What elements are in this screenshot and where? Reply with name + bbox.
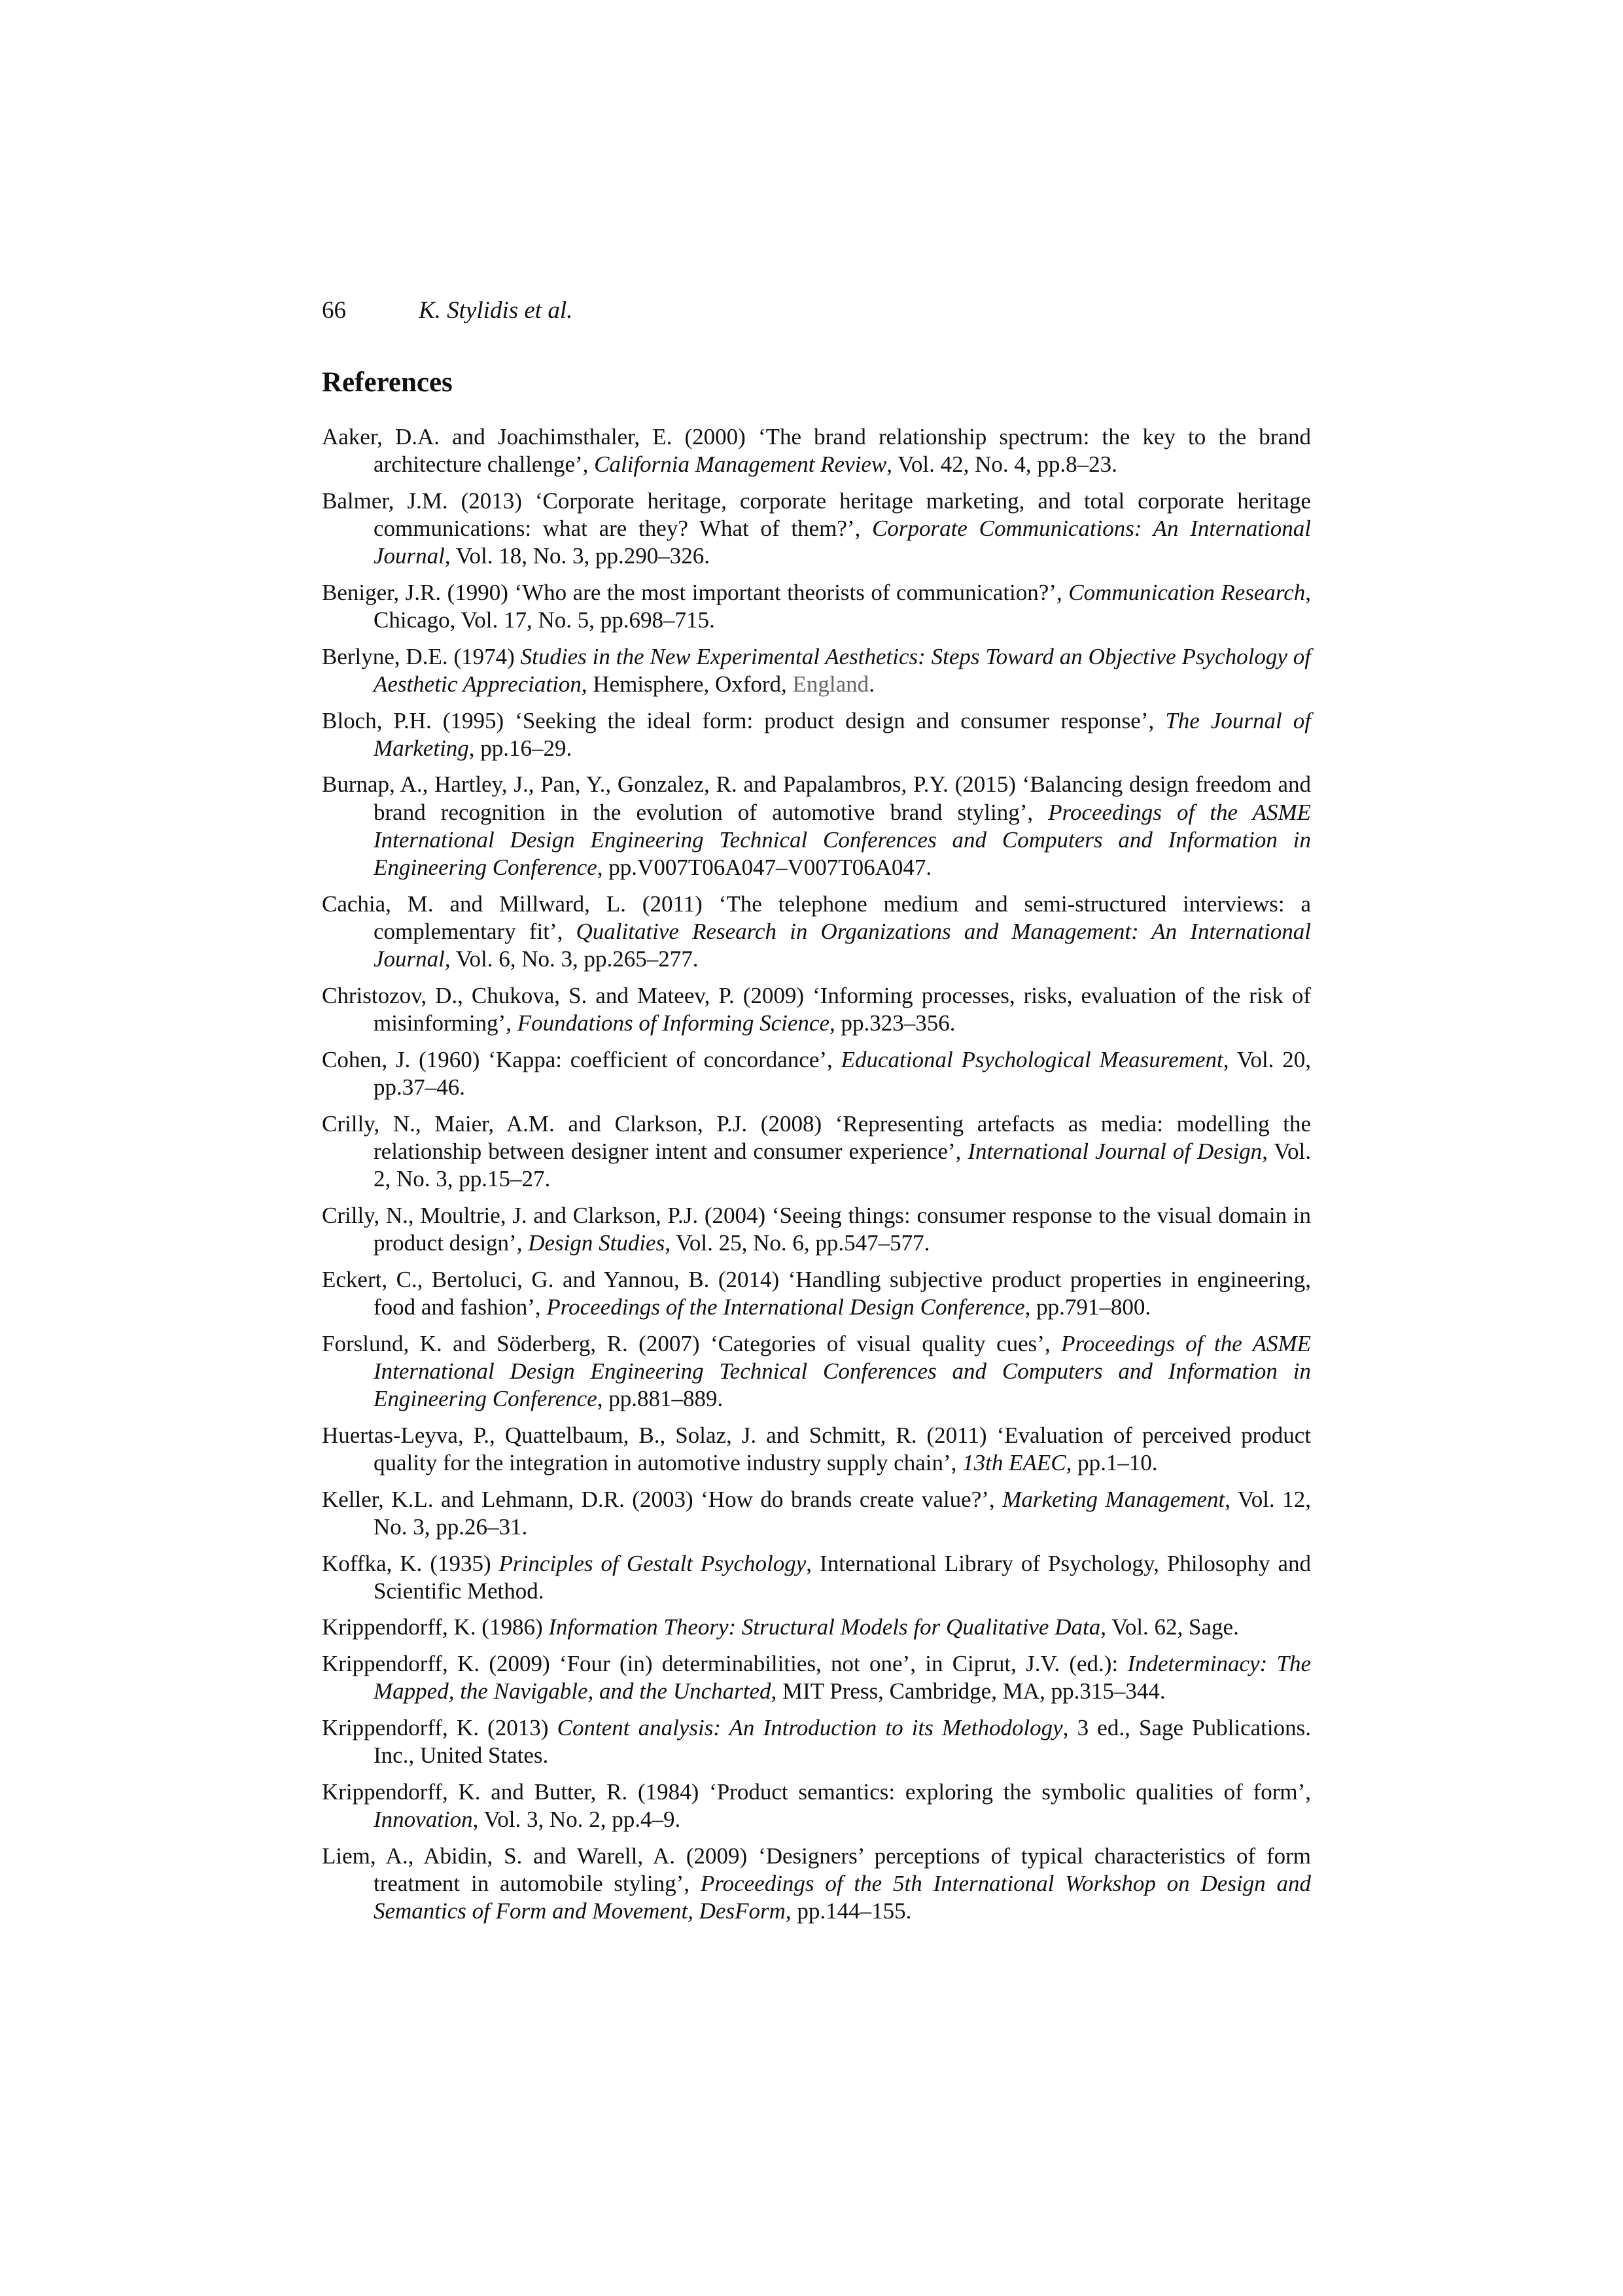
reference-source-title: Educational Psychological Measurement	[841, 1046, 1223, 1072]
reference-text: , Vol. 2, No. 3, pp.15–27.	[374, 1138, 1311, 1192]
reference-text: , Vol. 25, No. 6, pp.547–577.	[665, 1229, 930, 1256]
reference-text: , International Library of Psychology, Philosophy and Scientific Method.	[374, 1550, 1312, 1604]
reference-source-title: California Management Review	[594, 451, 887, 477]
reference-text: , MIT Press, Cambridge, MA, pp.315–344.	[771, 1678, 1166, 1704]
reference-source-title: Information Theory: Structural Models for Qualitative Data	[548, 1614, 1101, 1640]
reference-source-title: Marketing Management	[1002, 1486, 1225, 1512]
reference-entry	[322, 1778, 1311, 1833]
reference-text: Crilly, N., Maier, A.M. and Clarkson, P.J. (2008) ‘Representing artefacts as media: modelling the relationship between designer intent and consumer experience’,	[322, 1110, 1311, 1164]
reference-text: Burnap, A., Hartley, J., Pan, Y., Gonzalez, R. and Papalambros, P.Y. (2015) ‘Balancing design freedom and brand recognition in the evolution of automotive brand styling’,	[322, 771, 1311, 825]
reference-text: , pp.144–155.	[785, 1898, 912, 1924]
reference-text: , Vol. 42, No. 4, pp.8–23.	[886, 451, 1117, 477]
reference-source-title: Content analysis: An Introduction to its Methodology	[557, 1715, 1063, 1741]
reference-entry	[322, 1110, 1311, 1193]
reference-text: Krippendorff, K. (2013)	[322, 1715, 557, 1741]
reference-text: , Hemisphere, Oxford,	[581, 671, 793, 697]
reference-text: Balmer, J.M. (2013) ‘Corporate heritage, corporate heritage marketing, and total corporate heritage communications: what are they? What of them?’,	[322, 487, 1311, 541]
reference-entry	[322, 1650, 1311, 1705]
reference-source-title: Foundations of Informing Science	[517, 1010, 830, 1036]
reference-source-title: Proceedings of the International Design Conference	[546, 1294, 1025, 1320]
reference-entry	[322, 1486, 1311, 1541]
reference-source-title: Corporate Communications: An International Journal	[374, 515, 1311, 569]
reference-text: , pp.16–29.	[468, 735, 572, 761]
reference-source-title: 13th EAEC,	[962, 1449, 1072, 1475]
section-title: References	[322, 367, 453, 398]
reference-text: , Vol. 6, No. 3, pp.265–277.	[444, 946, 699, 972]
reference-source-title: Principles of Gestalt Psychology	[498, 1550, 807, 1576]
reference-text: Christozov, D., Chukova, S. and Mateev, P. (2009) ‘Informing processes, risks, evaluation of the risk of misinforming’,	[322, 982, 1311, 1036]
reference-source-title: Design Studies	[528, 1229, 665, 1256]
reference-entry	[322, 1202, 1311, 1257]
page	[322, 291, 1311, 1934]
reference-text: Berlyne, D.E. (1974)	[322, 643, 521, 669]
reference-text: Eckert, C., Bertoluci, G. and Yannou, B. (2014) ‘Handling subjective product properties in engineering, food and fashion’,	[322, 1266, 1311, 1320]
page-number: 66	[322, 297, 346, 324]
reference-entry	[322, 1330, 1311, 1413]
reference-source-title: Qualitative Research in Organizations and Management: An International Journal	[374, 918, 1311, 972]
reference-source-title: International Journal of Design	[968, 1138, 1263, 1164]
reference-text: .	[869, 671, 875, 697]
reference-source-title: Studies in the New Experimental Aesthetics: Steps Toward an Objective Psychology of Aesthetic Appreciation	[374, 643, 1311, 697]
reference-entry	[322, 579, 1311, 634]
reference-entry	[322, 1843, 1311, 1926]
running-head-authors: K. Stylidis et al.	[419, 297, 573, 324]
reference-list	[322, 423, 1311, 1926]
reference-text: , Vol. 62, Sage.	[1100, 1614, 1239, 1640]
reference-entry	[322, 1550, 1311, 1605]
reference-entry	[322, 423, 1311, 478]
reference-source-title: Proceedings of the 5th International Workshop on Design and Semantics of Form and Movement, DesForm	[374, 1871, 1312, 1924]
reference-text: , Vol. 12, No. 3, pp.26–31.	[374, 1486, 1311, 1540]
reference-entry	[322, 487, 1311, 571]
reference-text: Forslund, K. and Söderberg, R. (2007) ‘Categories of visual quality cues’,	[322, 1330, 1062, 1356]
reference-entry	[322, 643, 1311, 698]
reference-text: Keller, K.L. and Lehmann, D.R. (2003) ‘How do brands create value?’,	[322, 1486, 1003, 1512]
reference-text: , Vol. 20, pp.37–46.	[374, 1046, 1311, 1100]
running-head	[322, 291, 1311, 330]
reference-text: Huertas-Leyva, P., Quattelbaum, B., Solaz, J. and Schmitt, R. (2011) ‘Evaluation of perceived product quality for the integration in automotive industry supply chain’,	[322, 1422, 1311, 1475]
reference-entry	[322, 1266, 1311, 1321]
reference-entry	[322, 1614, 1311, 1641]
reference-source-title: Proceedings of the ASME International Design Engineering Technical Conferences and Computers and Information in Engineering Conference	[374, 799, 1311, 881]
reference-source-title: The Journal of Marketing	[374, 707, 1311, 761]
reference-source-title: Communication Research	[1068, 579, 1306, 605]
reference-text: , pp.V007T06A047–V007T06A047.	[597, 855, 932, 881]
reference-entry	[322, 707, 1311, 762]
reference-text: Krippendorff, K. (2009) ‘Four (in) determinabilities, not one’, in Ciprut, J.V. (ed.):	[322, 1651, 1128, 1677]
reference-text: Cachia, M. and Millward, L. (2011) ‘The telephone medium and semi-structured interviews: a complementary fit’,	[322, 891, 1311, 944]
reference-text: Aaker, D.A. and Joachimsthaler, E. (2000) ‘The brand relationship spectrum: the key to the brand architecture challenge’,	[322, 423, 1311, 477]
reference-entry	[322, 982, 1311, 1037]
reference-text: Krippendorff, K. (1986)	[322, 1614, 549, 1640]
reference-text: , pp.881–889.	[597, 1385, 724, 1411]
reference-text: , Vol. 18, No. 3, pp.290–326.	[444, 543, 710, 569]
reference-text: , pp.791–800.	[1024, 1294, 1151, 1320]
reference-entry	[322, 1714, 1311, 1769]
reference-entry	[322, 891, 1311, 974]
reference-text: Bloch, P.H. (1995) ‘Seeking the ideal form: product design and consumer response’,	[322, 707, 1166, 733]
reference-text: , pp.323–356.	[829, 1010, 956, 1036]
reference-source-title: Innovation	[374, 1807, 473, 1833]
reference-text: Cohen, J. (1960) ‘Kappa: coefficient of concordance’,	[322, 1046, 841, 1072]
reference-entry	[322, 1046, 1311, 1101]
reference-text: Liem, A., Abidin, S. and Warell, A. (2009) ‘Designers’ perceptions of typical characteristics of form treatment in automobile styling’,	[322, 1843, 1311, 1897]
reference-text: Crilly, N., Moultrie, J. and Clarkson, P.J. (2004) ‘Seeing things: consumer response to the visual domain in product design’,	[322, 1202, 1311, 1256]
reference-text: , Chicago, Vol. 17, No. 5, pp.698–715.	[374, 579, 1312, 633]
reference-text: pp.1–10.	[1072, 1449, 1158, 1475]
reference-text: Koffka, K. (1935)	[322, 1550, 499, 1576]
reference-place: England	[792, 671, 869, 697]
reference-text: , Vol. 3, No. 2, pp.4–9.	[472, 1807, 681, 1833]
reference-source-title: Indeterminacy: The Mapped, the Navigable, and the Uncharted	[374, 1651, 1312, 1704]
reference-text: , 3 ed., Sage Publications. Inc., United States.	[374, 1715, 1311, 1769]
reference-entry	[322, 1422, 1311, 1477]
reference-text: Krippendorff, K. and Butter, R. (1984) ‘Product semantics: exploring the symbolic qualities of form’,	[322, 1778, 1311, 1805]
reference-source-title: Proceedings of the ASME International Design Engineering Technical Conferences and Computers and Information in Engineering Conference	[374, 1330, 1311, 1411]
reference-entry	[322, 771, 1311, 881]
reference-text: Beniger, J.R. (1990) ‘Who are the most important theorists of communication?’,	[322, 579, 1069, 605]
